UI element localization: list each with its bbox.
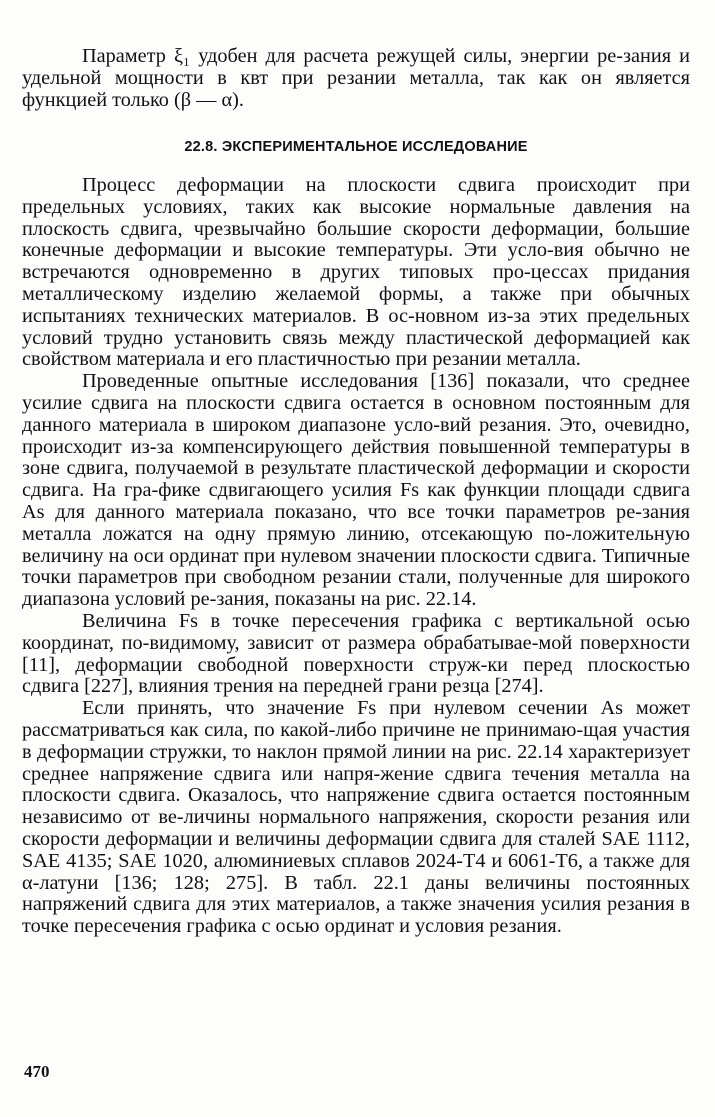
paragraph-2: Проведенные опытные исследования [136] показали, что среднее усилие сдвига на плоскости сдвига остается в основном постоянным для данного материала в широком диапазоне усло-вий резания. Это, очевидно, происходит из-за компенсирующего действия повышенной температуры в зоне сдвига, получаемой в результате пластической деформации и скорости сдвига. На гра-фике сдвигающего усилия Fs как функции площади сдвига As для данного материала показано, что все точки параметров ре-зания металла ложатся на одну прямую линию, отсекающую по-ложительную величину на оси ординат при нулевом значении плоскости сдвига. Типичные точки параметров при свободном резании стали, полученные для широкого диапазона условий ре-зания, показаны на рис. 22.14. (22, 370, 690, 611)
paragraph-4: Если принять, что значение Fs при нулевом сечении As может рассматриваться как сила, по какой-либо причине не принимаю-щая участия в деформации стружки, то наклон прямой линии на рис. 22.14 характеризует среднее напряжение сдвига или напря-жение сдвига течения металла на плоскости сдвига. Оказалось, что напряжение сдвига остается постоянным независимо от ве-личины нормального напряжения, скорости резания или скорости деформации и величины деформации сдвига для сталей SAE 1112, SAE 4135; SAE 1020, алюминиевых сплавов 2024-Т4 и 6061-Т6, а также для α-латуни [136; 128; 275]. В табл. 22.1 даны величины постоянных напряжений сдвига для этих материалов, а также значения усилия резания в точке пересечения графика с осью ординат и условия резания. (22, 697, 690, 938)
section-heading: 22.8. ЭКСПЕРИМЕНТАЛЬНОЕ ИССЛЕДОВАНИЕ (184, 139, 528, 155)
paragraph-1: Процесс деформации на плоскости сдвига происходит при предельных условиях, таких как высокие нормальные давления на плоскость сдвига, чрезвычайно большие скорости деформации, большие конечные деформации и высокие температуры. Эти усло-вия обычно не встречаются одновременно в других типовых про-цессах придания металлическому изделию желаемой формы, а также при обычных испытаниях технических материалов. В ос-новном из-за этих предельных условий трудно установить связь между пластической деформацией как свойством материала и его пластичностью при резании металла. (22, 174, 690, 371)
intro-text-block (22, 46, 690, 111)
paragraph-3: Величина Fs в точке пересечения графика с вертикальной осью координат, по-видимому, зависит от размера обрабатывае-мой поверхности [11], деформации свободной поверхности струж-ки перед плоскостью сдвига [227], влияния трения на передней грани резца [274]. (22, 609, 690, 698)
page-number: 470 (24, 1062, 50, 1081)
main-text-block (22, 175, 690, 938)
intro-paragraph: Параметр ξ₁ удобен для расчета режущей силы, энергии ре-зания и удельной мощности в квт при резании металла, так как он является функцией только (β — α). (22, 45, 690, 111)
